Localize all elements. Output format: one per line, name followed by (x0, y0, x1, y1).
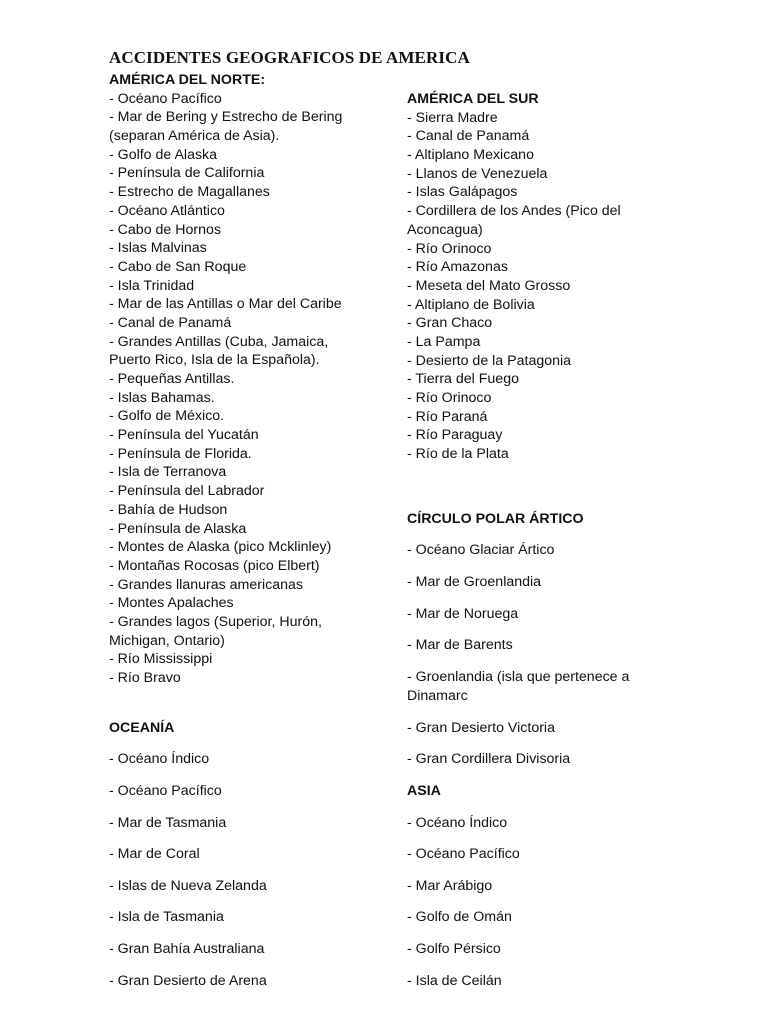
south-america-heading: AMÉRICA DEL SUR (407, 91, 539, 107)
norte-line: - Isla Trinidad (109, 277, 195, 294)
asia-heading: ASIA (407, 783, 441, 799)
norte-line: - Península de Florida. (109, 445, 252, 462)
norte-line: - Golfo de Alaska (109, 146, 218, 163)
norte-line: - Península del Yucatán (109, 427, 259, 444)
norte-line: - Mar de Bering y Estrecho de Bering (109, 109, 343, 126)
sur-line: - Desierto de la Patagonia (407, 352, 572, 369)
oceania-line: - Islas de Nueva Zelanda (109, 878, 267, 894)
artico-line: - Gran Desierto Victoria (407, 720, 555, 736)
oceania-line: - Mar de Tasmania (109, 815, 227, 831)
norte-line: - Península del Labrador (109, 483, 265, 500)
sur-line: - Gran Chaco (407, 315, 493, 332)
norte-line: - Montes Apalaches (109, 595, 234, 612)
norte-line: - Isla de Terranova (109, 464, 227, 481)
asia-line: - Golfo de Omán (407, 909, 512, 925)
norte-line: - Bahía de Hudson (109, 501, 228, 518)
artico-line: Dinamarc (407, 688, 468, 704)
oceania-heading: OCEANÍA (109, 720, 175, 736)
sur-line: - Altiplano Mexicano (407, 147, 534, 164)
sur-line: - Río Paraná (407, 408, 488, 425)
artico-line: - Mar de Barents (407, 637, 513, 653)
asia-line: - Golfo Pérsico (407, 941, 501, 957)
artico-line: - Mar de Groenlandia (407, 574, 542, 590)
oceania-line: - Isla de Tasmania (109, 909, 224, 925)
norte-line: - Península de California (109, 165, 265, 182)
oceania-line: - Mar de Coral (109, 846, 200, 862)
sur-line: - Llanos de Venezuela (407, 165, 548, 182)
south-america-section (407, 90, 621, 464)
sur-line: - Tierra del Fuego (407, 371, 519, 388)
norte-line: (separan América de Asia). (109, 128, 280, 145)
arctic-heading: CÍRCULO POLAR ÁRTICO (407, 511, 584, 527)
north-america-section (109, 71, 342, 688)
norte-line: - Golfo de México. (109, 408, 225, 425)
artico-line: - Mar de Noruega (407, 606, 519, 622)
sur-line: - Cordillera de los Andes (Pico del (407, 203, 621, 220)
sur-line: - Río Amazonas (407, 259, 508, 276)
norte-line: - Océano Pacífico (109, 90, 222, 107)
norte-line: - Grandes Antillas (Cuba, Jamaica, (109, 333, 329, 350)
oceania-line: - Océano Índico (109, 751, 210, 767)
norte-line: - Océano Atlántico (109, 202, 225, 219)
asia-line: - Isla de Ceilán (407, 973, 502, 989)
norte-line: - Islas Malvinas (109, 240, 207, 257)
sur-line: - Río Paraguay (407, 427, 503, 444)
norte-line: - Pequeñas Antillas. (109, 371, 235, 387)
norte-line: Michigan, Ontario) (109, 632, 225, 649)
sur-line: - Canal de Panamá (407, 128, 530, 145)
sur-line: - Río Orinoco (407, 240, 492, 257)
norte-line: - Montes de Alaska (pico Mcklinley) (109, 539, 332, 556)
sur-line: - Islas Galápagos (407, 184, 518, 201)
artico-line: - Océano Glaciar Ártico (407, 542, 555, 558)
north-america-heading: AMÉRICA DEL NORTE: (109, 72, 266, 88)
page-title: ACCIDENTES GEOGRAFICOS DE AMERICA (109, 48, 470, 67)
norte-line: - Península de Alaska (109, 520, 247, 537)
oceania-line: - Océano Pacífico (109, 783, 222, 799)
norte-line: - Grandes llanuras americanas (109, 576, 303, 593)
sur-line: - Río Orinoco (407, 390, 492, 406)
norte-line: - Río Bravo (109, 670, 181, 686)
norte-line: - Canal de Panamá (109, 314, 232, 331)
norte-line: Puerto Rico, Isla de la Española). (109, 352, 320, 369)
sur-line: - Sierra Madre (407, 109, 498, 126)
oceania-line: - Gran Desierto de Arena (109, 973, 267, 989)
norte-line: - Grandes lagos (Superior, Hurón, (109, 613, 322, 630)
norte-line: - Cabo de San Roque (109, 258, 247, 275)
norte-line: - Islas Bahamas. (109, 389, 215, 406)
oceania-line: - Gran Bahía Australiana (109, 941, 265, 957)
artico-line: - Groenlandia (isla que pertenece a (407, 669, 630, 685)
norte-line: - Mar de las Antillas o Mar del Caribe (109, 296, 342, 313)
norte-line: - Montañas Rocosas (pico Elbert) (109, 557, 320, 574)
artico-line: - Gran Cordillera Divisoria (407, 751, 571, 767)
norte-line: - Estrecho de Magallanes (109, 184, 270, 201)
sur-line: - Río de la Plata (407, 446, 509, 463)
norte-line: - Río Mississippi (109, 651, 213, 668)
norte-line: - Cabo de Hornos (109, 221, 221, 238)
sur-line: - Meseta del Mato Grosso (407, 277, 571, 294)
asia-line: - Mar Arábigo (407, 878, 493, 894)
asia-line: - Océano Pacífico (407, 846, 520, 862)
sur-line: - La Pampa (407, 333, 481, 350)
asia-line: - Océano Índico (407, 815, 508, 831)
sur-line: - Altiplano de Bolivia (407, 296, 535, 313)
sur-line: Aconcagua) (407, 221, 483, 238)
